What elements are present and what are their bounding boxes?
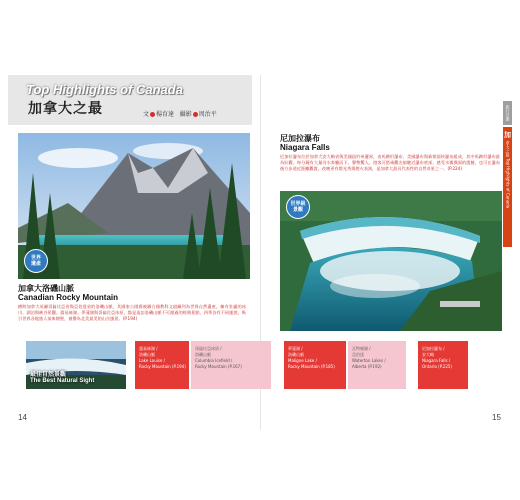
best-sight-label: [30, 371, 94, 385]
badge-text: 世界級 景觀: [290, 201, 306, 213]
cell-line: Lake Louise /: [139, 358, 166, 363]
cell-line: Rocky Mountain (P.194): [139, 364, 186, 369]
rocky-heading-chinese: 加拿大洛磯山脈: [18, 284, 74, 293]
best-sight-photo: [26, 341, 126, 389]
cell-line: Waterton Lakes /: [352, 358, 386, 363]
best-natural-sight-strip: [26, 341, 512, 389]
rocky-body-text: 横跨加拿大英屬哥倫比亞省與亞伯達省的洛磯山脈，其國家公園群被聯合國教科文組織列為世界自然遺產，擁有壯麗的冰川、湖泊與峽谷景觀。露易絲湖、夢蓮湖與哥倫比亞冰原，都是造訪洛磯山脈不可錯過的經典景點，四季各有不同風貌，吸引世界各地旅人前來朝聖，被譽為北美最美的山岳風景。(P.194): [18, 304, 246, 321]
best-sight-english: The Best Natural Sight: [30, 378, 95, 384]
sight-cell: [418, 341, 468, 389]
niagara-falls-photo: [280, 191, 502, 331]
cell-line: Columbia Icefield /: [195, 358, 233, 363]
page-number-right: 15: [492, 413, 501, 422]
cell-line: Alberta (P.192): [352, 364, 382, 369]
credit-photo-name: 周治平: [198, 111, 217, 118]
section-tab-highlights: [503, 127, 512, 247]
cell-line: 洛磯山脈: [288, 352, 304, 357]
best-sight-chinese: 最佳自然景觀: [30, 371, 67, 378]
sight-cell: [135, 341, 189, 389]
cell-line: Ontario (P.225): [422, 364, 452, 369]
credit-writer-label: 文: [143, 111, 150, 118]
badge-text: 世界 遺產: [30, 255, 41, 267]
title-english: Top Highlights of Canada: [26, 82, 183, 97]
rocky-mountain-photo: [18, 133, 250, 279]
falls-heading-english: Niagara Falls: [280, 143, 330, 152]
falls-heading-chinese: 尼加拉瀑布: [280, 134, 320, 143]
title-chinese: 加拿大之最: [28, 101, 103, 117]
cell-line: 露易絲湖 /: [139, 346, 158, 351]
section-tab-travel-plan: [503, 101, 512, 125]
sight-cell: [348, 341, 406, 389]
tab-big-char: 加: [503, 131, 512, 138]
bullet-icon: [150, 112, 155, 117]
falls-body-text: 尼加拉瀑布位於加拿大安大略省與美國紐約州邊界，由馬蹄形瀑布、美國瀑布與新娘面紗瀑布組成，其中馬蹄形瀑布最為壯觀，每分鐘有大量河水奔騰而下，聲勢驚人。遊客可搭乘觀光船駛近瀑布底部，感受水霧撲面的震撼，也可在瀑布後方步道近距離觀賞，夜晚更有燈光秀與煙火表演，是加拿大最具代表性的自然奇景之一。(P.224): [280, 154, 500, 171]
rocky-heading-english: Canadian Rocky Mountain: [18, 293, 119, 302]
sight-cell: [191, 341, 271, 389]
tab-label: 旅行計畫: [505, 105, 511, 121]
cell-line: Maligne Lake /: [288, 358, 317, 363]
world-class-sight-badge: [286, 195, 310, 219]
credit-writer-name: 楊育達: [156, 111, 175, 118]
credits: [143, 109, 217, 118]
sight-cell: [284, 341, 346, 389]
cell-line: 瓦特頓湖 /: [352, 346, 371, 351]
cell-line: 哥倫比亞冰原 /: [195, 346, 222, 351]
credit-photo-label: 攝影: [179, 111, 192, 118]
cell-line: 夢蓮湖 /: [288, 346, 303, 351]
page-number-left: 14: [18, 413, 27, 422]
cell-line: 尼加拉瀑布 /: [422, 346, 445, 351]
cell-line: Rocky Mountain (P.185): [288, 364, 335, 369]
cell-line: 洛磯山脈: [139, 352, 155, 357]
cell-line: 亞伯達: [352, 352, 364, 357]
tab-label: 拿大之最 Top Highlights of Canada: [505, 141, 511, 209]
magazine-spread: [8, 75, 512, 430]
cell-line: 洛磯山脈: [195, 352, 211, 357]
cell-line: Rocky Mountain (P.167): [195, 364, 242, 369]
cell-line: 安大略: [422, 352, 434, 357]
header-band: [8, 75, 252, 125]
bullet-icon: [193, 112, 198, 117]
world-heritage-badge: [24, 249, 48, 273]
cell-line: Niagara Falls /: [422, 358, 451, 363]
